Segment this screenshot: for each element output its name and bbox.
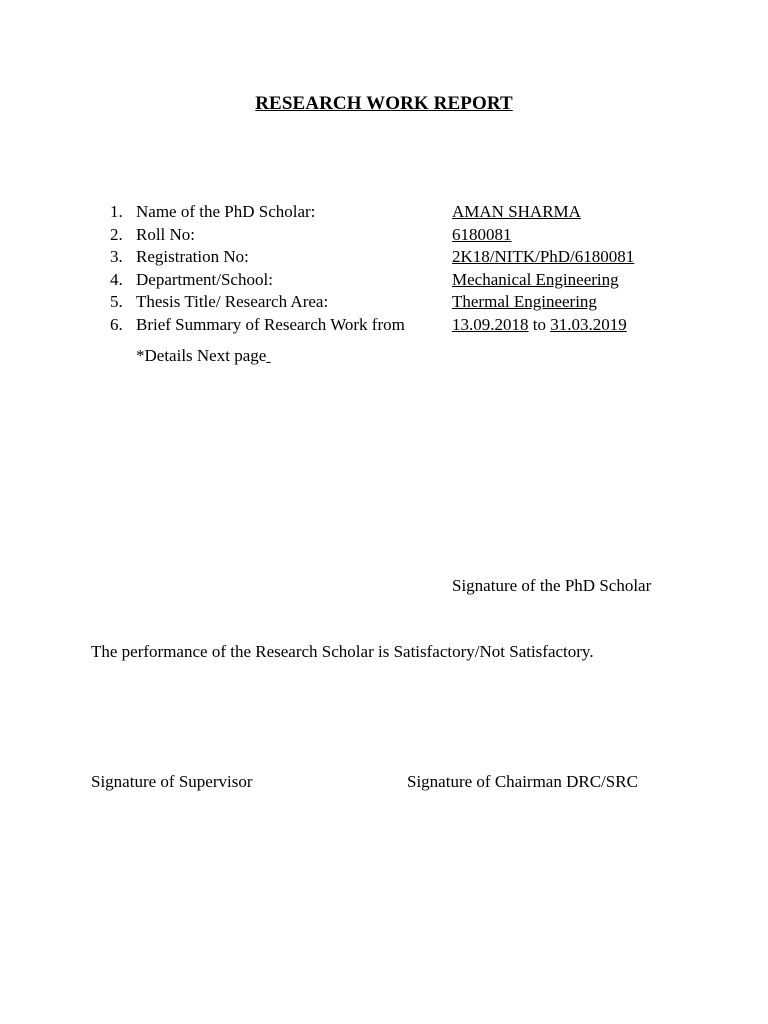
underline-trail [266,346,270,365]
item-label: Department/School: [136,269,273,289]
date-from: 13.09.2018 [452,314,529,334]
details-note [136,346,271,366]
list-item-registration-no [0,246,768,269]
item-number: 4. [110,269,123,289]
item-label: Registration No: [136,247,249,266]
date-to: 31.03.2019 [550,314,627,334]
list-item-roll-no [0,224,768,247]
signature-chairman: Signature of Chairman DRC/SRC [407,772,638,791]
performance-statement: The performance of the Research Scholar is Satisfactory/Not Satisfactory. [91,642,594,661]
item-number: 1. [110,202,123,221]
signature-scholar: Signature of the PhD Scholar [452,576,652,595]
list-item-department [0,269,768,292]
item-number: 6. [110,314,123,334]
date-connector: to [532,314,546,334]
details-note-text: *Details Next page [136,346,267,365]
list-item-research-period [0,314,768,337]
list-item-scholar-name [0,201,768,224]
item-number: 5. [110,292,123,311]
thesis-title-value: Thermal Engineering [452,292,597,311]
roll-no-value: 6180081 [452,224,512,244]
scholar-name-value: AMAN SHARMA [452,202,581,221]
item-label: Thesis Title/ Research Area: [136,292,329,311]
document-title: RESEARCH WORK REPORT [255,93,513,114]
details-list [0,201,768,336]
item-number: 3. [110,247,123,266]
research-period-value [452,314,627,337]
item-number: 2. [110,224,123,244]
department-value: Mechanical Engineering [452,269,619,289]
registration-no-value: 2K18/NITK/PhD/6180081 [452,247,635,266]
signature-supervisor: Signature of Supervisor [91,772,253,791]
list-item-thesis-title [0,291,768,314]
item-label: Name of the PhD Scholar: [136,202,316,221]
item-label: Brief Summary of Research Work from [136,314,405,334]
item-label: Roll No: [136,224,196,244]
